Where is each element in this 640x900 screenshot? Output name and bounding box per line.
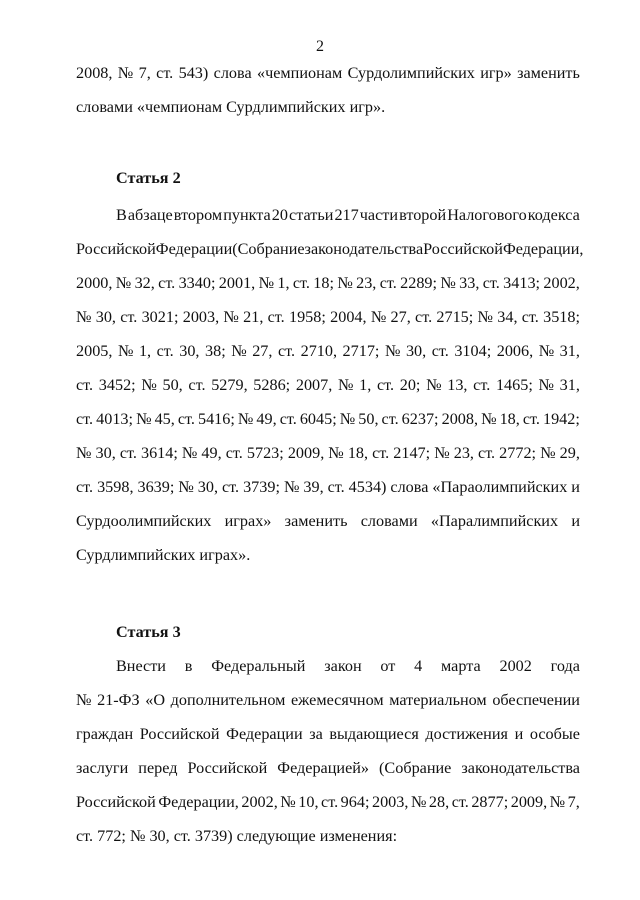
word: ст. (381, 410, 399, 428)
word: Российской (187, 759, 268, 777)
word: № (223, 308, 239, 326)
word: 3739; (243, 478, 280, 496)
word: 3104; (454, 342, 492, 360)
text-line (76, 198, 580, 232)
text-line (76, 785, 580, 819)
word: материальном (389, 691, 487, 709)
word: 2004, (330, 308, 367, 326)
word: Сурдолимпийских (347, 64, 475, 82)
word: 3614; (140, 444, 178, 462)
word: втором (173, 206, 223, 224)
word: 543) (178, 64, 209, 82)
intro-paragraph (76, 56, 580, 124)
word: № (76, 444, 92, 462)
word: ст. (76, 478, 94, 496)
word: 30, (95, 308, 116, 326)
word: статьи (289, 206, 334, 224)
word: 23, (356, 274, 377, 292)
word: 27, (390, 308, 411, 326)
word: Налогового (447, 206, 527, 224)
word: ст. (379, 274, 397, 292)
word: ст. (473, 376, 491, 394)
word: № (283, 478, 300, 496)
word: 3518; (543, 308, 580, 326)
word: 5286; (253, 376, 291, 394)
word: № (384, 342, 401, 360)
word: 2001, (218, 274, 256, 292)
word: № (280, 793, 296, 811)
word: ст. (177, 410, 195, 428)
word: 20 (271, 206, 288, 224)
word: 23, (453, 444, 474, 462)
word: 7, (138, 64, 151, 82)
word: ст. (76, 410, 94, 428)
text-line (76, 266, 580, 300)
word: законодательства (304, 240, 424, 258)
word: второй (399, 206, 447, 224)
word: 13, (447, 376, 468, 394)
word: и (514, 725, 524, 743)
word: ст. (522, 410, 540, 428)
word: 4534) (348, 478, 387, 496)
word: 1, (359, 376, 372, 394)
word: 31, (559, 342, 580, 360)
text-line (76, 368, 580, 402)
word: «Паралимпийских (430, 512, 559, 530)
word: в (184, 657, 193, 675)
word: № (237, 410, 254, 428)
word: Российской (139, 725, 220, 743)
word: ст. (277, 342, 296, 360)
word: 2005, (76, 342, 113, 360)
word: 1, (138, 342, 152, 360)
word: 10, (298, 793, 319, 811)
word: словами (360, 512, 418, 530)
word: 33, (459, 274, 480, 292)
word: 3021; (141, 308, 179, 326)
word: № (370, 308, 387, 326)
word: № (258, 274, 275, 292)
word: (Собрание (232, 240, 305, 258)
word: ст. (225, 444, 243, 462)
word: № (549, 793, 566, 811)
word: Сурдоолимпийских (76, 512, 212, 530)
word: ст. (292, 274, 310, 292)
word: 4 (414, 657, 423, 675)
word: особые (529, 725, 580, 743)
word: 1958; (288, 308, 326, 326)
word: ст. (267, 308, 285, 326)
word: 3340; (178, 274, 216, 292)
word: заменить (284, 512, 348, 530)
word: 49, (256, 410, 277, 428)
word: слова (390, 478, 429, 496)
word: ст. (279, 410, 297, 428)
word: ст. (521, 308, 539, 326)
text-line: ст. 772; № 30, ст. 3739) следующие изменения: (76, 827, 398, 845)
word: 18, (499, 410, 520, 428)
word: № (481, 410, 497, 428)
word: ст. (119, 444, 137, 462)
word: 30, (405, 342, 427, 360)
word: дополнительном (170, 691, 286, 709)
word: 50, (162, 376, 183, 394)
word: 21-ФЗ (97, 691, 140, 709)
word: 2002, (543, 274, 580, 292)
word: Российской (76, 240, 156, 258)
word: № (440, 274, 456, 292)
word: 5723; (246, 444, 284, 462)
word: № (115, 274, 132, 292)
word: 45, (154, 410, 175, 428)
word: № (337, 376, 354, 394)
word: абзаце (127, 206, 173, 224)
word: ст. (482, 274, 500, 292)
word: ст. (156, 64, 174, 82)
word: № (538, 342, 555, 360)
word: 964; (340, 793, 370, 811)
word: 6045; (299, 410, 337, 428)
text-line (76, 470, 580, 504)
text-line (76, 436, 580, 470)
word: 27, (252, 342, 273, 360)
word: Федеральный (211, 657, 306, 675)
word: ст. (222, 478, 240, 496)
word: 2008, (76, 64, 113, 82)
word: обеспечении (492, 691, 580, 709)
text-line (76, 402, 580, 436)
word: 2710, (300, 342, 338, 360)
word: ст. (158, 274, 176, 292)
word: (Собрание (379, 759, 452, 777)
word: закон (324, 657, 362, 675)
word: 49, (201, 444, 222, 462)
word: 31, (559, 376, 580, 394)
word: 1465; (495, 376, 533, 394)
word: 2002 (499, 657, 532, 675)
word: ст. (372, 444, 390, 462)
word: перед (138, 759, 178, 777)
word: играх» (224, 512, 272, 530)
word: 2772; (499, 444, 537, 462)
word: 30, (197, 478, 219, 496)
word: кодекса (527, 206, 580, 224)
page-number: 2 (316, 38, 324, 55)
text-line (76, 504, 580, 538)
word: 2009, (510, 793, 548, 811)
text-line (76, 683, 580, 717)
word: достижения (425, 725, 508, 743)
word: № (117, 64, 134, 82)
word: Федерацией» (277, 759, 370, 777)
word: ст. (478, 444, 496, 462)
word: № (76, 308, 92, 326)
article-3-paragraph (76, 649, 580, 853)
word: 34, (497, 308, 518, 326)
article-2-heading: Статья 2 (116, 169, 181, 187)
word: 18; (313, 274, 334, 292)
article-3-heading: Статья 3 (116, 623, 181, 641)
text-line (76, 232, 584, 266)
word: года (550, 657, 580, 675)
word: № (337, 274, 353, 292)
word: 2000, (76, 274, 113, 292)
word: № (181, 444, 198, 462)
word: ст. (120, 308, 138, 326)
word: № (76, 691, 92, 709)
word: 1942; (542, 410, 580, 428)
word: заслуги (76, 759, 129, 777)
word: Федерации (155, 240, 233, 258)
word: законодательства (461, 759, 580, 777)
word: части (359, 206, 399, 224)
word: ст. (451, 793, 469, 811)
word: Федерации, (502, 240, 584, 258)
word: № (231, 342, 247, 360)
word: выдающиеся (329, 725, 419, 743)
text-line (76, 649, 580, 683)
word: ежемесячном (290, 691, 384, 709)
word: 2715; (436, 308, 474, 326)
word: Федерации, (158, 793, 239, 811)
word: № (136, 410, 152, 428)
word: В (116, 206, 127, 224)
word: ст. (431, 342, 449, 360)
word: № (178, 478, 194, 496)
word: № (328, 444, 344, 462)
word: 30, (179, 342, 200, 360)
word: пункта (223, 206, 271, 224)
word: ст. (188, 376, 206, 394)
word: 2002, (241, 793, 278, 811)
article-2-paragraph (76, 198, 584, 572)
word: № (477, 308, 493, 326)
word: 1, (277, 274, 290, 292)
word: ст. (415, 308, 433, 326)
word: № (117, 342, 134, 360)
word: игр» (480, 64, 512, 82)
word: 50, (358, 410, 379, 428)
word: 5416; (197, 410, 235, 428)
word: 217 (334, 206, 359, 224)
word: «Параолимпийских (432, 478, 568, 496)
word: 2009, (287, 444, 325, 462)
word: марта (441, 657, 481, 675)
word: и (571, 512, 580, 530)
text-line: словами «чемпионам Сурдлимпийских игр». (76, 98, 386, 116)
word: № (434, 444, 450, 462)
word: Внести (116, 657, 166, 675)
word: ст. (321, 793, 339, 811)
word: 39, (303, 478, 324, 496)
word: ст. (376, 376, 395, 394)
word: за (309, 725, 323, 743)
word: Российской (76, 793, 156, 811)
text-line (76, 300, 580, 334)
word: 29, (559, 444, 580, 462)
word: № (540, 444, 556, 462)
word: слова (213, 64, 252, 82)
word: 2147; (393, 444, 431, 462)
word: «чемпионам (257, 64, 343, 82)
word: ст. (156, 342, 174, 360)
word: Федерации (226, 725, 303, 743)
word: 4013; (96, 410, 134, 428)
word: 2289; (400, 274, 437, 292)
word: 20; (399, 376, 421, 394)
word: № (141, 376, 157, 394)
word: № (410, 793, 427, 811)
text-line (76, 334, 580, 368)
word: от (380, 657, 396, 675)
word: 2717; (342, 342, 380, 360)
word: 28, (428, 793, 450, 811)
word: и (571, 478, 580, 496)
word: 3598, (97, 478, 134, 496)
text-line (76, 717, 580, 751)
word: 2003, (371, 793, 409, 811)
word: 21, (243, 308, 264, 326)
word: 6237; (401, 410, 439, 428)
word: 3413; (503, 274, 541, 292)
word: 2007, (295, 376, 333, 394)
word: № (538, 376, 554, 394)
word: 3639; (137, 478, 175, 496)
word: 7, (567, 793, 580, 811)
word: ст. (327, 478, 345, 496)
text-line (76, 56, 580, 90)
word: «О (145, 691, 166, 709)
word: 2006, (496, 342, 534, 360)
text-line (76, 751, 580, 785)
word: 18, (347, 444, 369, 462)
word: ст. (76, 376, 94, 394)
word: 30, (95, 444, 116, 462)
text-line: Сурдлимпийских играх». (76, 546, 251, 564)
word: 38; (205, 342, 226, 360)
word: заменить (517, 64, 580, 82)
word: граждан (76, 725, 134, 743)
word: 2008, (441, 410, 479, 428)
word: 2003, (182, 308, 220, 326)
word: 3452; (98, 376, 136, 394)
word: Российской (423, 240, 503, 258)
word: № (339, 410, 356, 428)
word: № (426, 376, 442, 394)
word: 5279, (211, 376, 248, 394)
word: 2877; (471, 793, 509, 811)
word: 32, (134, 274, 155, 292)
